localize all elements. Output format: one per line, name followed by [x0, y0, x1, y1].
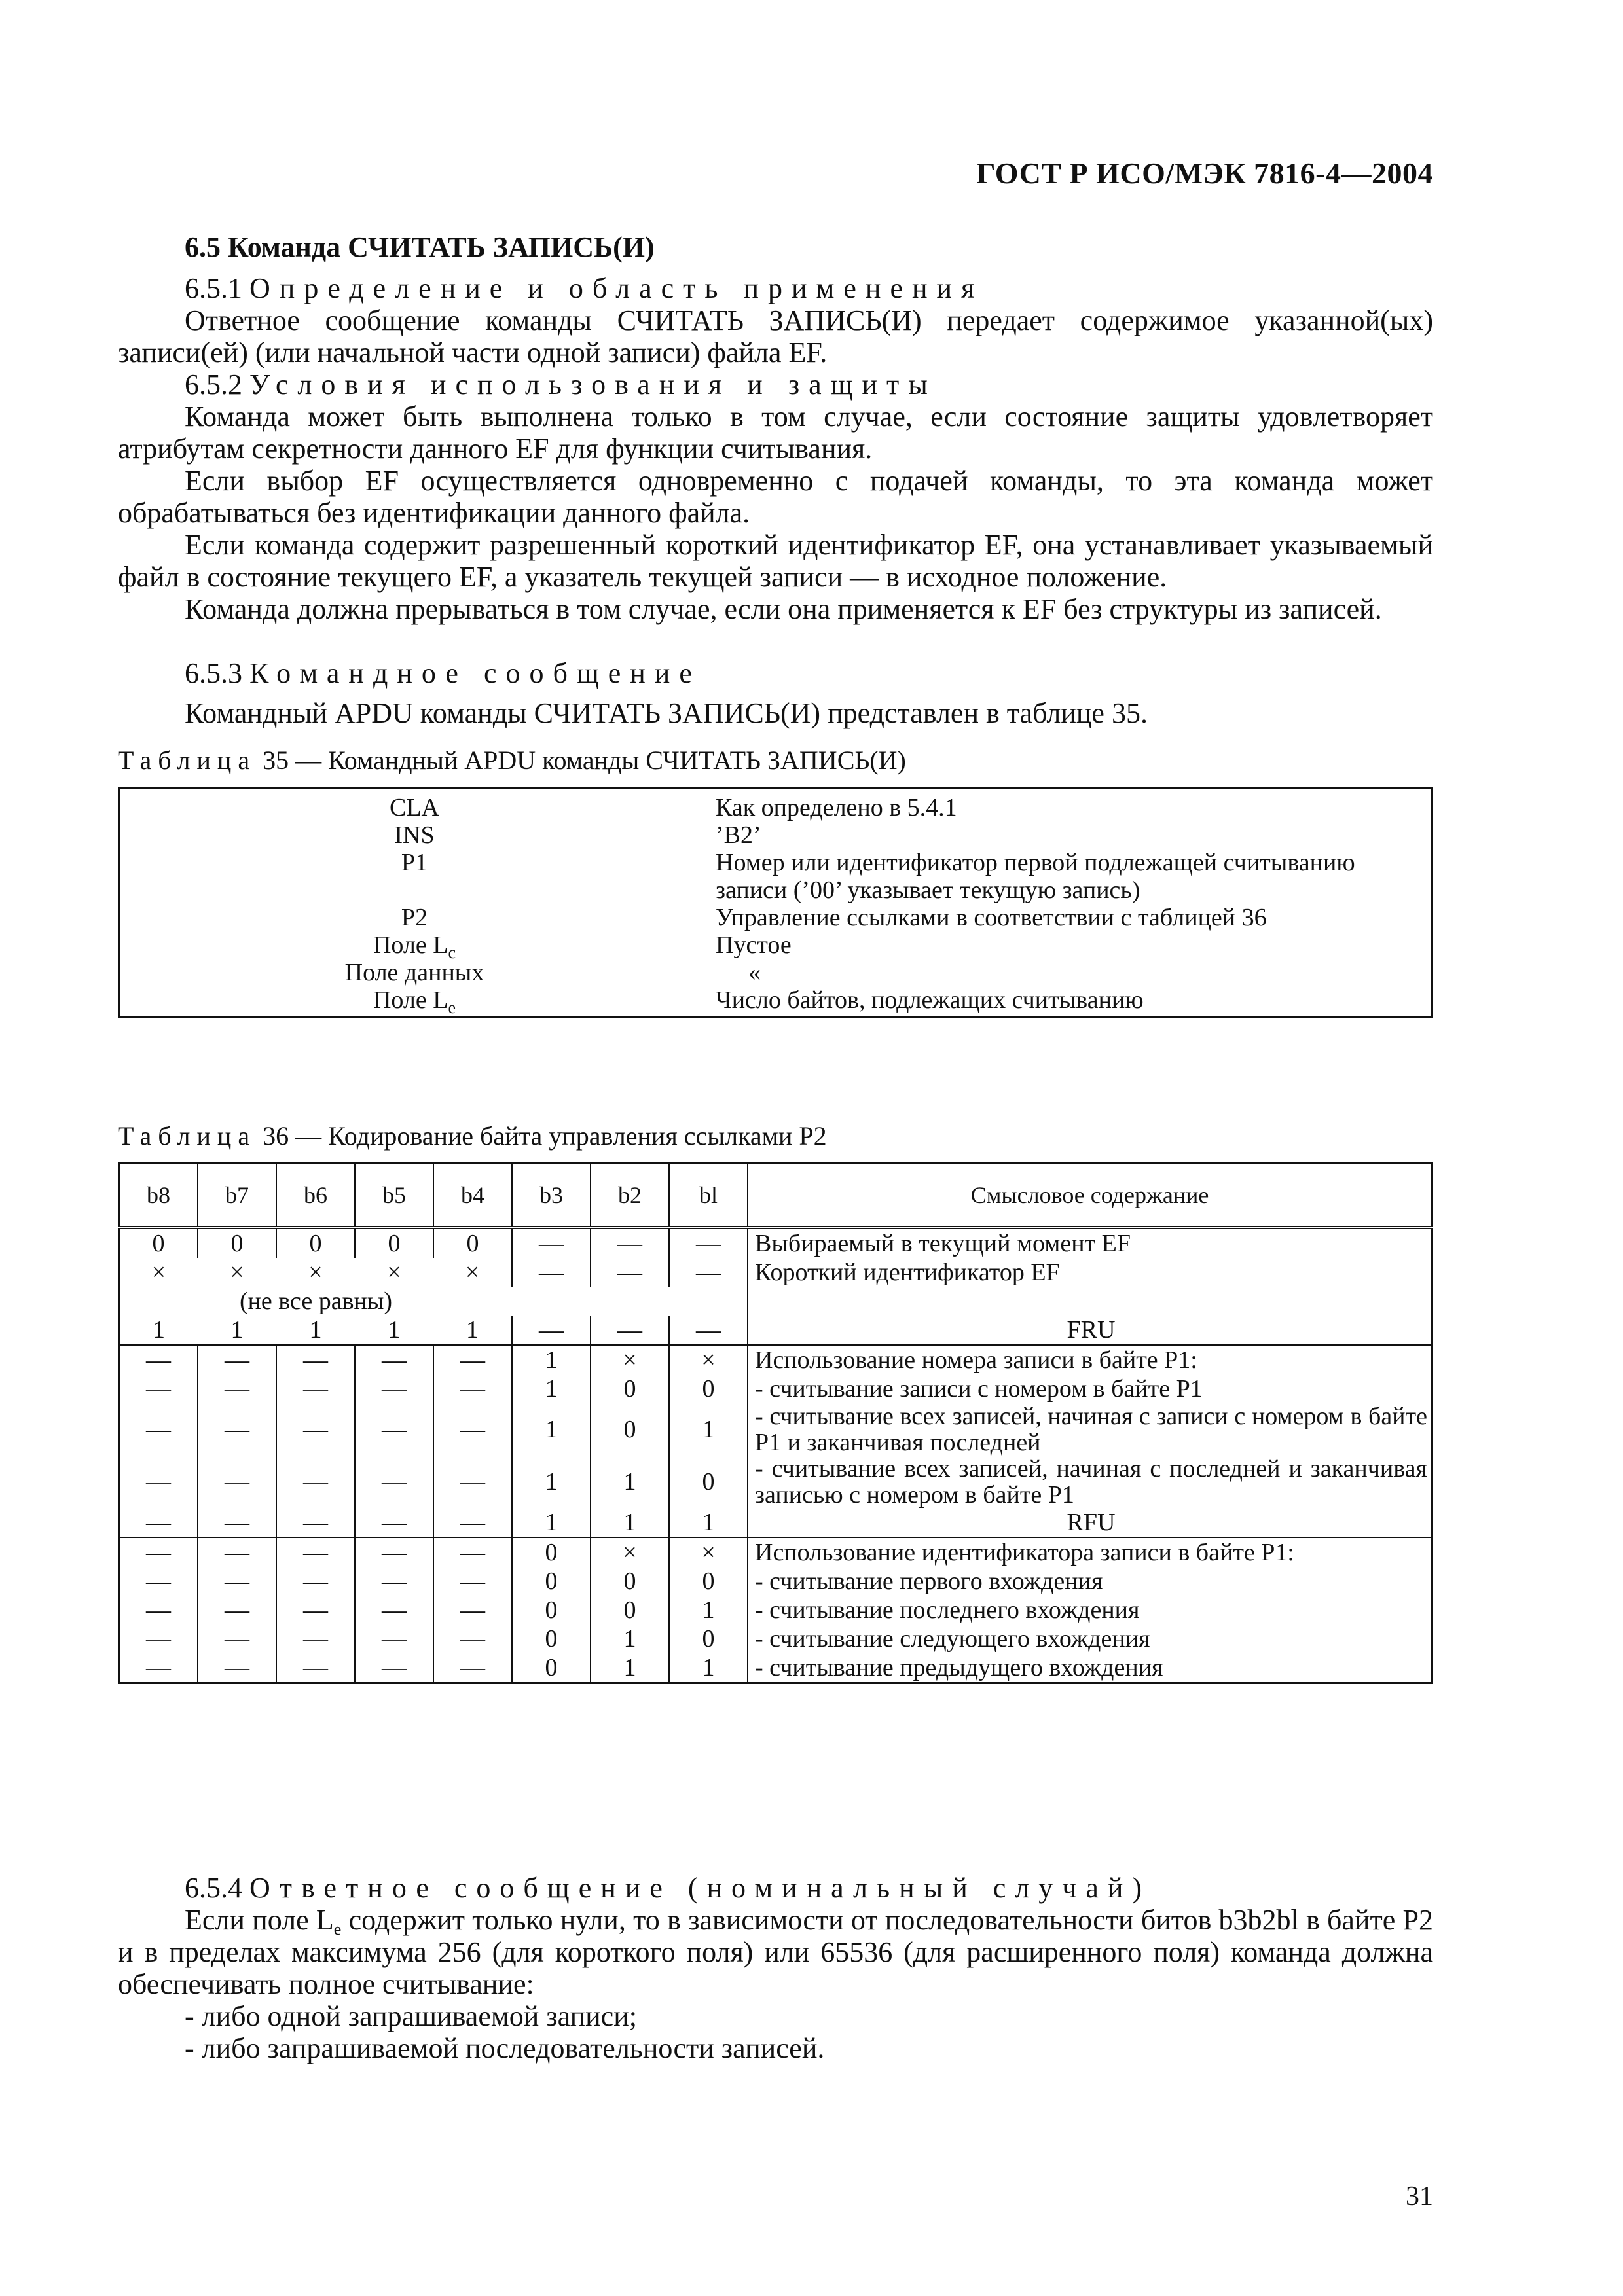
bit-cell: — [146, 1625, 171, 1653]
description-cell: Выбираемый в текущий момент EF [748, 1228, 1432, 1259]
bit-cell: 0 [669, 1374, 748, 1403]
subsection-6-5-3 [185, 657, 701, 689]
bit-cell: — [276, 1456, 355, 1508]
bit-cell: 0 [198, 1228, 276, 1259]
bit-cell: 0 [591, 1596, 669, 1624]
subsection-number: 6.5.2 [185, 368, 242, 401]
table-row [119, 904, 1432, 931]
field-name: CLA [390, 794, 439, 821]
column-header: b5 [355, 1164, 433, 1228]
bit-cell: — [198, 1403, 276, 1456]
subsection-title: Определение и область применения [249, 272, 984, 304]
bit-cell: 0 [591, 1374, 669, 1403]
subsection-6-5-2 [185, 368, 937, 401]
table-row [119, 1228, 1432, 1259]
bit-cell: 1 [230, 1316, 244, 1344]
description-cell: Короткий идентификатор EF [748, 1258, 1432, 1287]
subsection-title: Командное сообщение [249, 657, 701, 689]
bit-cell: 0 [669, 1567, 748, 1596]
table-row [119, 1508, 1432, 1537]
bit-cell: — [119, 1345, 198, 1374]
subsection-title: Ответное сообщение (номинальный случай) [249, 1872, 1152, 1904]
table-36-caption: Таблица 36 — Кодирование байта управления ссылками P2 [118, 1121, 827, 1151]
bit-cell: — [198, 1456, 276, 1508]
bit-cell: — [198, 1653, 276, 1683]
bit-cell: 0 [669, 1624, 748, 1653]
bit-cell: — [119, 1537, 198, 1567]
bit-cell: 1 [591, 1653, 669, 1683]
bit-cell: × [669, 1345, 748, 1374]
bit-cell: — [512, 1228, 591, 1259]
bit-cell: — [146, 1509, 171, 1536]
table-35-caption: Таблица 35 — Командный APDU команды СЧИТАТЬ ЗАПИСЬ(И) [118, 745, 906, 775]
field-value: Пустое [716, 931, 792, 959]
bit-cell: — [276, 1403, 355, 1456]
table-row [119, 1537, 1432, 1567]
field-value: Номер или идентификатор первой подлежащей считыванию записи (’00’ указывает текущую запись) [716, 849, 1355, 904]
bit-cell: 1 [512, 1456, 591, 1508]
bit-cell: — [276, 1374, 355, 1403]
bit-cell: × [387, 1259, 401, 1286]
bit-cell: × [669, 1537, 748, 1567]
description-cell: - считывание записи с номером в байте P1 [748, 1374, 1432, 1403]
document-header: ГОСТ Р ИСО/МЭК 7816-4—2004 [976, 156, 1433, 190]
table-row [119, 1287, 1432, 1316]
paragraph: Если выбор EF осуществляется одновременно с подачей команды, то эта команда может обрабатываться без идентификации данного файла. [118, 465, 1433, 529]
description-cell: Использование идентификатора записи в байте P1: [748, 1537, 1432, 1567]
bit-cell: — [198, 1374, 276, 1403]
bit-cell: — [355, 1403, 433, 1456]
bit-cell: — [355, 1624, 433, 1653]
column-header: Смысловое содержание [748, 1164, 1432, 1228]
bit-cell: — [669, 1228, 748, 1259]
description-cell: - считывание первого вхождения [748, 1567, 1432, 1596]
table-row [119, 1624, 1432, 1653]
bit-cell: 1 [669, 1596, 748, 1624]
field-value: « [748, 959, 761, 986]
bit-cell: — [355, 1653, 433, 1683]
description-cell: - считывание следующего вхождения [748, 1624, 1432, 1653]
table-row [119, 1456, 1432, 1508]
bit-cell: — [198, 1624, 276, 1653]
bit-cell: — [198, 1567, 276, 1596]
bit-cell: 1 [512, 1403, 591, 1456]
subsection-number: 6.5.3 [185, 657, 242, 689]
description-cell: - считывание всех записей, начиная с записи с номером в байте P1 и заканчивая последней [748, 1403, 1432, 1456]
bit-cell: — [433, 1624, 512, 1653]
table-row [119, 1596, 1432, 1624]
field-name: P1 [401, 849, 428, 876]
field-value: Число байтов, подлежащих считыванию [716, 986, 1144, 1014]
subsection-number: 6.5.1 [185, 272, 242, 304]
bit-cell: — [433, 1567, 512, 1596]
bit-cell: × [230, 1259, 244, 1286]
bit-cell: — [433, 1456, 512, 1508]
table-row [119, 1403, 1432, 1456]
bit-cell: — [146, 1375, 171, 1403]
bit-cell: × [151, 1259, 166, 1286]
bit-cell: — [355, 1456, 433, 1508]
table-row [119, 931, 1432, 959]
column-header: bl [669, 1164, 748, 1228]
table-row [119, 788, 1432, 822]
bit-cell: — [146, 1596, 171, 1624]
bit-cell: — [433, 1508, 512, 1537]
bit-cell: — [433, 1345, 512, 1374]
bit-cell: — [669, 1258, 748, 1287]
field-value: Как определено в 5.4.1 [716, 794, 957, 821]
bit-cell: — [146, 1654, 171, 1681]
table-row [119, 1374, 1432, 1403]
subsection-6-5-4 [185, 1872, 1151, 1904]
bit-cell: × [591, 1537, 669, 1567]
bit-cell: 0 [152, 1230, 165, 1257]
description-cell: - считывание последнего вхождения [748, 1596, 1432, 1624]
bit-cell: 0 [591, 1567, 669, 1596]
bit-cell: — [198, 1345, 276, 1374]
bit-cell: — [146, 1468, 171, 1496]
bit-cell: — [512, 1258, 591, 1287]
table-row [119, 821, 1432, 849]
bit-cell: 0 [433, 1228, 512, 1259]
bit-cell: 0 [512, 1537, 591, 1567]
bit-cell: — [276, 1345, 355, 1374]
table-row [119, 959, 1432, 986]
bit-cell: 0 [512, 1653, 591, 1683]
bit-cell: 1 [388, 1316, 401, 1344]
table-row [119, 1258, 1432, 1287]
table-35 [118, 787, 1433, 1018]
bit-cell: — [512, 1316, 591, 1345]
table-row [119, 849, 1432, 904]
paragraph: Команда должна прерываться в том случае, если она применяется к EF без структуры из записей. [185, 593, 1382, 625]
bit-cell: — [146, 1568, 171, 1595]
bit-cell: — [591, 1228, 669, 1259]
bit-cell: — [198, 1508, 276, 1537]
bit-cell: — [276, 1624, 355, 1653]
bit-cell: — [276, 1508, 355, 1537]
field-name: P2 [401, 904, 428, 931]
field-name: Поле данных [344, 959, 484, 986]
bit-cell: 1 [591, 1624, 669, 1653]
bit-cell: × [308, 1259, 323, 1286]
bit-cell: — [146, 1416, 171, 1443]
note-cell: (не все равны) [239, 1287, 393, 1315]
bit-cell: — [198, 1537, 276, 1567]
table-36 [118, 1162, 1433, 1684]
bit-cell: 1 [512, 1345, 591, 1374]
table-row [119, 1653, 1432, 1683]
bit-cell: 1 [153, 1316, 165, 1344]
column-header: b4 [433, 1164, 512, 1228]
bit-cell: — [276, 1567, 355, 1596]
bit-cell: — [198, 1596, 276, 1624]
bit-cell: — [433, 1374, 512, 1403]
bit-cell: 1 [466, 1316, 479, 1344]
table-row [119, 1345, 1432, 1374]
bit-cell: 0 [355, 1228, 433, 1259]
column-header: b2 [591, 1164, 669, 1228]
description-cell: - считывание всех записей, начиная с последней и заканчивая записью с номером в байте P1 [748, 1456, 1432, 1508]
bit-cell: 1 [669, 1403, 748, 1456]
bit-cell: 1 [512, 1508, 591, 1537]
bit-cell: 1 [669, 1653, 748, 1683]
paragraph: Ответное сообщение команды СЧИТАТЬ ЗАПИСЬ(И) передает содержимое указанной(ых) записи(ей) (или начальной части одной записи) файла EF. [118, 304, 1433, 368]
description-cell: RFU [748, 1508, 1432, 1537]
bit-cell: — [591, 1258, 669, 1287]
bit-cell: 0 [276, 1228, 355, 1259]
bit-cell: — [433, 1596, 512, 1624]
bit-cell: — [591, 1316, 669, 1345]
field-value: Управление ссылками в соответствии с таблицей 36 [716, 904, 1267, 931]
column-header: b7 [198, 1164, 276, 1228]
bit-cell: 0 [512, 1567, 591, 1596]
bit-cell: — [355, 1508, 433, 1537]
subsection-6-5-1 [185, 272, 983, 304]
bit-cell: 0 [591, 1403, 669, 1456]
bit-cell: — [276, 1596, 355, 1624]
description-cell: - считывание предыдущего вхождения [748, 1653, 1432, 1683]
bit-cell: — [355, 1374, 433, 1403]
bit-cell: — [276, 1537, 355, 1567]
paragraph: Если команда содержит разрешенный короткий идентификатор EF, она устанавливает указываемый файл в состояние текущего EF, а указатель текущей записи — в исходное положение. [118, 529, 1433, 593]
field-name: Поле $L_c$ [373, 931, 456, 962]
description-cell: FRU [748, 1316, 1432, 1345]
field-value: ’B2’ [716, 821, 761, 849]
page-number: 31 [1406, 2181, 1433, 2212]
section-heading: 6.5 Команда СЧИТАТЬ ЗАПИСЬ(И) [185, 231, 655, 263]
bit-cell: × [465, 1259, 480, 1286]
bit-cell: — [276, 1653, 355, 1683]
table-row [119, 1567, 1432, 1596]
column-header: b6 [276, 1164, 355, 1228]
bit-cell: 0 [512, 1624, 591, 1653]
bit-cell: — [355, 1345, 433, 1374]
bit-cell: 1 [591, 1508, 669, 1537]
bit-cell: × [591, 1345, 669, 1374]
bit-cell: — [433, 1653, 512, 1683]
description-cell: Использование номера записи в байте P1: [748, 1345, 1432, 1374]
field-name: INS [394, 821, 435, 849]
bit-cell: — [355, 1596, 433, 1624]
column-header: b3 [512, 1164, 591, 1228]
table-row [119, 1316, 1432, 1345]
list-item: - либо одной запрашиваемой записи; [185, 2000, 637, 2032]
bit-cell: 1 [309, 1316, 322, 1344]
paragraph: Команда может быть выполнена только в том случае, если состояние защиты удовлетворяет атрибутам секретности данного EF для функции считывания. [118, 401, 1433, 465]
bit-cell: 1 [512, 1374, 591, 1403]
table-row [119, 986, 1432, 1018]
bit-cell: — [669, 1316, 748, 1345]
bit-cell: 0 [669, 1456, 748, 1508]
column-header: b8 [119, 1164, 198, 1228]
bit-cell: — [355, 1537, 433, 1567]
bit-cell: 0 [512, 1596, 591, 1624]
bit-cell: — [433, 1403, 512, 1456]
subsection-number: 6.5.4 [185, 1872, 242, 1904]
bit-cell: — [433, 1537, 512, 1567]
bit-cell: — [355, 1567, 433, 1596]
paragraph: Командный APDU команды СЧИТАТЬ ЗАПИСЬ(И) представлен в таблице 35. [185, 697, 1148, 729]
paragraph: Если поле $L_e$ содержит только нули, то в зависимости от последовательности битов b3b2bl в байте P2 и в пределах максимума 256 (для короткого поля) или 65536 (для расширенного поля) команда должна обеспечивать полное считывание: [118, 1904, 1433, 2000]
list-item: - либо запрашиваемой последовательности записей. [185, 2032, 825, 2064]
bit-cell: 1 [591, 1456, 669, 1508]
bit-cell: 1 [669, 1508, 748, 1537]
field-name: Поле $L_e$ [373, 986, 456, 1017]
subsection-title: Условия использования и защиты [249, 368, 937, 401]
